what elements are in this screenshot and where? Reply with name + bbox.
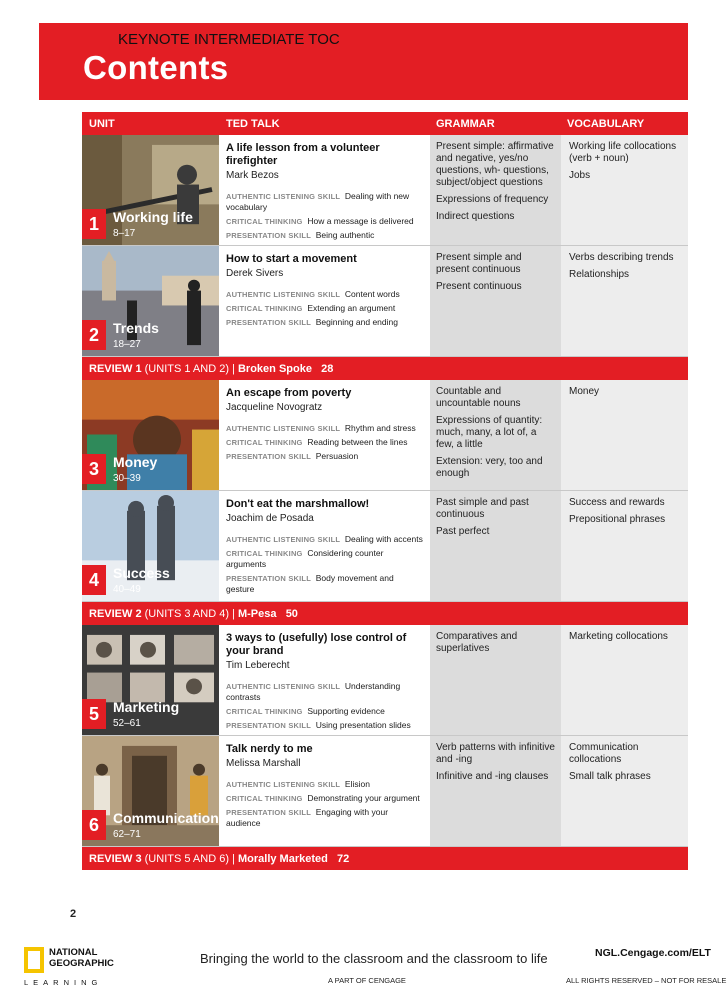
unit-number: 5: [82, 699, 106, 729]
footer-url[interactable]: NGL.Cengage.com/ELT: [595, 947, 711, 959]
grammar-item: Past perfect: [436, 526, 490, 537]
grammar-cell: [430, 380, 561, 490]
vocabulary-item: Prepositional phrases: [569, 514, 666, 525]
ted-talk-cell: [219, 491, 430, 601]
unit-pages: 8–17: [113, 228, 136, 239]
presentation-skill-label: PRESENTATION SKILL: [226, 721, 311, 730]
grammar-item: Past simple and past continuous: [436, 497, 529, 520]
review-label: REVIEW 1: [89, 363, 142, 375]
unit-name: Money: [113, 454, 158, 470]
logo-line-2: GEOGRAPHIC: [49, 958, 114, 969]
vocabulary-item: Communication collocations: [569, 742, 639, 765]
vocabulary-cell: [561, 625, 688, 735]
unit-pages: 62–71: [113, 829, 141, 840]
logo-line-3: LEARNING: [24, 978, 103, 987]
listening-skill-label: AUTHENTIC LISTENING SKILL: [226, 682, 341, 691]
talk-title[interactable]: 3 ways to (usefully) lose control of your brand: [226, 632, 407, 657]
review-title: Broken Spoke: [237, 363, 312, 375]
unit-photo: [82, 135, 219, 245]
vocabulary-item: Marketing collocations: [569, 631, 668, 642]
contents-table: [82, 112, 688, 870]
grammar-item: Present simple and present continuous: [436, 252, 522, 275]
national-geographic-logo: [24, 945, 119, 985]
yellow-border-icon: [24, 947, 44, 973]
review-separator: |: [232, 853, 235, 865]
page-number: 2: [70, 908, 77, 920]
unit-number: 1: [82, 209, 106, 239]
grammar-cell: [430, 246, 561, 356]
grammar-cell: [430, 625, 561, 735]
grammar-item: Countable and uncountable nouns: [436, 386, 521, 409]
listening-skill: Dealing with new vocabulary: [226, 191, 410, 212]
vocabulary-item: Jobs: [569, 170, 591, 181]
review-label: REVIEW 2: [89, 608, 142, 620]
speaker-name: Joachim de Posada: [226, 513, 314, 524]
grammar-item: Expressions of quantity: much, many, a lot of, a few, a little: [436, 415, 543, 450]
critical-thinking-label: CRITICAL THINKING: [226, 707, 303, 716]
presentation-skill-label: PRESENTATION SKILL: [226, 318, 311, 327]
critical-thinking-label: CRITICAL THINKING: [226, 438, 303, 447]
unit-photo: [82, 380, 219, 490]
unit-pages: 40–49: [113, 584, 141, 595]
review-separator: |: [232, 363, 235, 375]
review-units: (UNITS 3 AND 4): [144, 608, 229, 620]
review-row[interactable]: [82, 602, 688, 625]
ted-talk-cell: [219, 625, 430, 735]
critical-thinking: How a message is delivered: [307, 216, 414, 226]
unit-name: Success: [113, 565, 170, 581]
listening-skill-label: AUTHENTIC LISTENING SKILL: [226, 535, 341, 544]
page-title: Contents: [83, 49, 229, 86]
unit-row: [82, 135, 688, 246]
presentation-skill: Body movement and gesture: [226, 573, 394, 594]
critical-thinking-label: CRITICAL THINKING: [226, 304, 303, 313]
grammar-item: Expressions of frequency: [436, 194, 549, 205]
review-units: (UNITS 1 AND 2): [144, 363, 229, 375]
review-title: Morally Marketed: [237, 853, 328, 865]
contents-header: [39, 23, 688, 100]
talk-title[interactable]: An escape from poverty: [226, 387, 352, 399]
critical-thinking: Demonstrating your argument: [307, 793, 420, 803]
review-row[interactable]: [82, 847, 688, 870]
listening-skill: Dealing with accents: [344, 534, 423, 544]
critical-thinking: Reading between the lines: [307, 437, 408, 447]
unit-pages: 30–39: [113, 473, 141, 484]
column-header-unit: UNIT: [89, 118, 115, 130]
unit-pages: 52–61: [113, 718, 141, 729]
critical-thinking: Considering counter arguments: [226, 548, 384, 569]
vocabulary-item: Money: [569, 386, 600, 397]
unit-number: 6: [82, 810, 106, 840]
unit-photo: [82, 736, 219, 846]
talk-title[interactable]: How to start a movement: [226, 253, 357, 265]
grammar-item: Present simple: affirmative and negative, yes/no questions, wh- questions, subject/object questions: [436, 141, 554, 188]
review-page: 28: [321, 363, 334, 375]
presentation-skill: Beginning and ending: [315, 317, 398, 327]
presentation-skill-label: PRESENTATION SKILL: [226, 808, 311, 817]
unit-name: Working life: [113, 209, 193, 225]
vocabulary-cell: [561, 135, 688, 245]
unit-number: 2: [82, 320, 106, 350]
footer-tagline: Bringing the world to the classroom and the classroom to life: [200, 951, 548, 966]
unit-row: [82, 380, 688, 491]
unit-row: [82, 736, 688, 847]
header-subtitle: KEYNOTE INTERMEDIATE TOC: [118, 31, 340, 48]
listening-skill: Rhythm and stress: [344, 423, 416, 433]
unit-name: Trends: [113, 320, 159, 336]
review-page: 72: [337, 853, 350, 865]
talk-title[interactable]: A life lesson from a volunteer firefighter: [226, 142, 380, 167]
critical-thinking-label: CRITICAL THINKING: [226, 794, 303, 803]
ted-talk-cell: [219, 135, 430, 245]
presentation-skill: Persuasion: [315, 451, 359, 461]
column-header-ted: TED TALK: [226, 118, 280, 130]
unit-number: 4: [82, 565, 106, 595]
vocabulary-cell: [561, 491, 688, 601]
critical-thinking: Supporting evidence: [307, 706, 385, 716]
critical-thinking-label: CRITICAL THINKING: [226, 549, 303, 558]
speaker-name: Jacqueline Novogratz: [226, 402, 323, 413]
critical-thinking-label: CRITICAL THINKING: [226, 217, 303, 226]
review-title: M-Pesa: [237, 608, 277, 620]
grammar-cell: [430, 736, 561, 846]
column-header-row: [82, 112, 688, 135]
vocabulary-item: Relationships: [569, 269, 630, 280]
grammar-item: Present continuous: [436, 281, 522, 292]
review-separator: |: [232, 608, 235, 620]
presentation-skill-label: PRESENTATION SKILL: [226, 452, 311, 461]
unit-pages: 18–27: [113, 339, 141, 350]
unit-name: Marketing: [113, 699, 180, 715]
unit-photo: [82, 625, 219, 735]
listening-skill: Understanding contrasts: [226, 681, 401, 702]
grammar-item: Indirect questions: [436, 211, 515, 222]
critical-thinking: Extending an argument: [307, 303, 396, 313]
grammar-cell: [430, 491, 561, 601]
presentation-skill-label: PRESENTATION SKILL: [226, 574, 311, 583]
review-row[interactable]: [82, 357, 688, 380]
vocabulary-cell: [561, 246, 688, 356]
cengage-note: A PART OF CENGAGE: [328, 976, 406, 985]
vocabulary-item: Working life collocations (verb + noun): [569, 141, 677, 164]
speaker-name: Derek Sivers: [226, 268, 284, 279]
column-header-grammar: GRAMMAR: [436, 118, 495, 130]
grammar-cell: [430, 135, 561, 245]
listening-skill: Elision: [344, 779, 370, 789]
unit-row: [82, 491, 688, 602]
vocabulary-cell: [561, 736, 688, 846]
logo-line-1: NATIONAL: [49, 947, 98, 958]
speaker-name: Tim Leberecht: [226, 660, 290, 671]
presentation-skill: Being authentic: [315, 230, 375, 240]
grammar-item: Infinitive and -ing clauses: [436, 771, 549, 782]
listening-skill: Content words: [344, 289, 400, 299]
rights-notice: ALL RIGHTS RESERVED – NOT FOR RESALE: [566, 976, 727, 985]
ted-talk-cell: [219, 246, 430, 356]
ted-talk-cell: [219, 380, 430, 490]
unit-photo: [82, 491, 219, 601]
unit-row: [82, 246, 688, 357]
listening-skill-label: AUTHENTIC LISTENING SKILL: [226, 290, 341, 299]
vocabulary-cell: [561, 380, 688, 490]
review-units: (UNITS 5 AND 6): [144, 853, 229, 865]
grammar-item: Verb patterns with infinitive and -ing: [436, 742, 555, 765]
presentation-skill-label: PRESENTATION SKILL: [226, 231, 311, 240]
vocabulary-item: Verbs describing trends: [569, 252, 674, 263]
unit-row: [82, 625, 688, 736]
listening-skill-label: AUTHENTIC LISTENING SKILL: [226, 424, 341, 433]
unit-number: 3: [82, 454, 106, 484]
presentation-skill: Using presentation slides: [315, 720, 411, 730]
vocabulary-item: Success and rewards: [569, 497, 665, 508]
presentation-skill: Engaging with your audience: [226, 807, 389, 828]
ted-talk-cell: [219, 736, 430, 846]
listening-skill-label: AUTHENTIC LISTENING SKILL: [226, 780, 341, 789]
vocabulary-item: Small talk phrases: [569, 771, 651, 782]
grammar-item: Comparatives and superlatives: [436, 631, 518, 654]
speaker-name: Melissa Marshall: [226, 758, 301, 769]
grammar-item: Extension: very, too and enough: [436, 456, 543, 479]
review-label: REVIEW 3: [89, 853, 142, 865]
speaker-name: Mark Bezos: [226, 170, 279, 181]
column-header-vocabulary: VOCABULARY: [567, 118, 645, 130]
review-page: 50: [285, 608, 298, 620]
talk-title[interactable]: Don't eat the marshmallow!: [226, 498, 370, 510]
talk-title[interactable]: Talk nerdy to me: [226, 743, 313, 755]
listening-skill-label: AUTHENTIC LISTENING SKILL: [226, 192, 341, 201]
unit-name: Communication: [113, 810, 219, 826]
unit-photo: [82, 246, 219, 356]
